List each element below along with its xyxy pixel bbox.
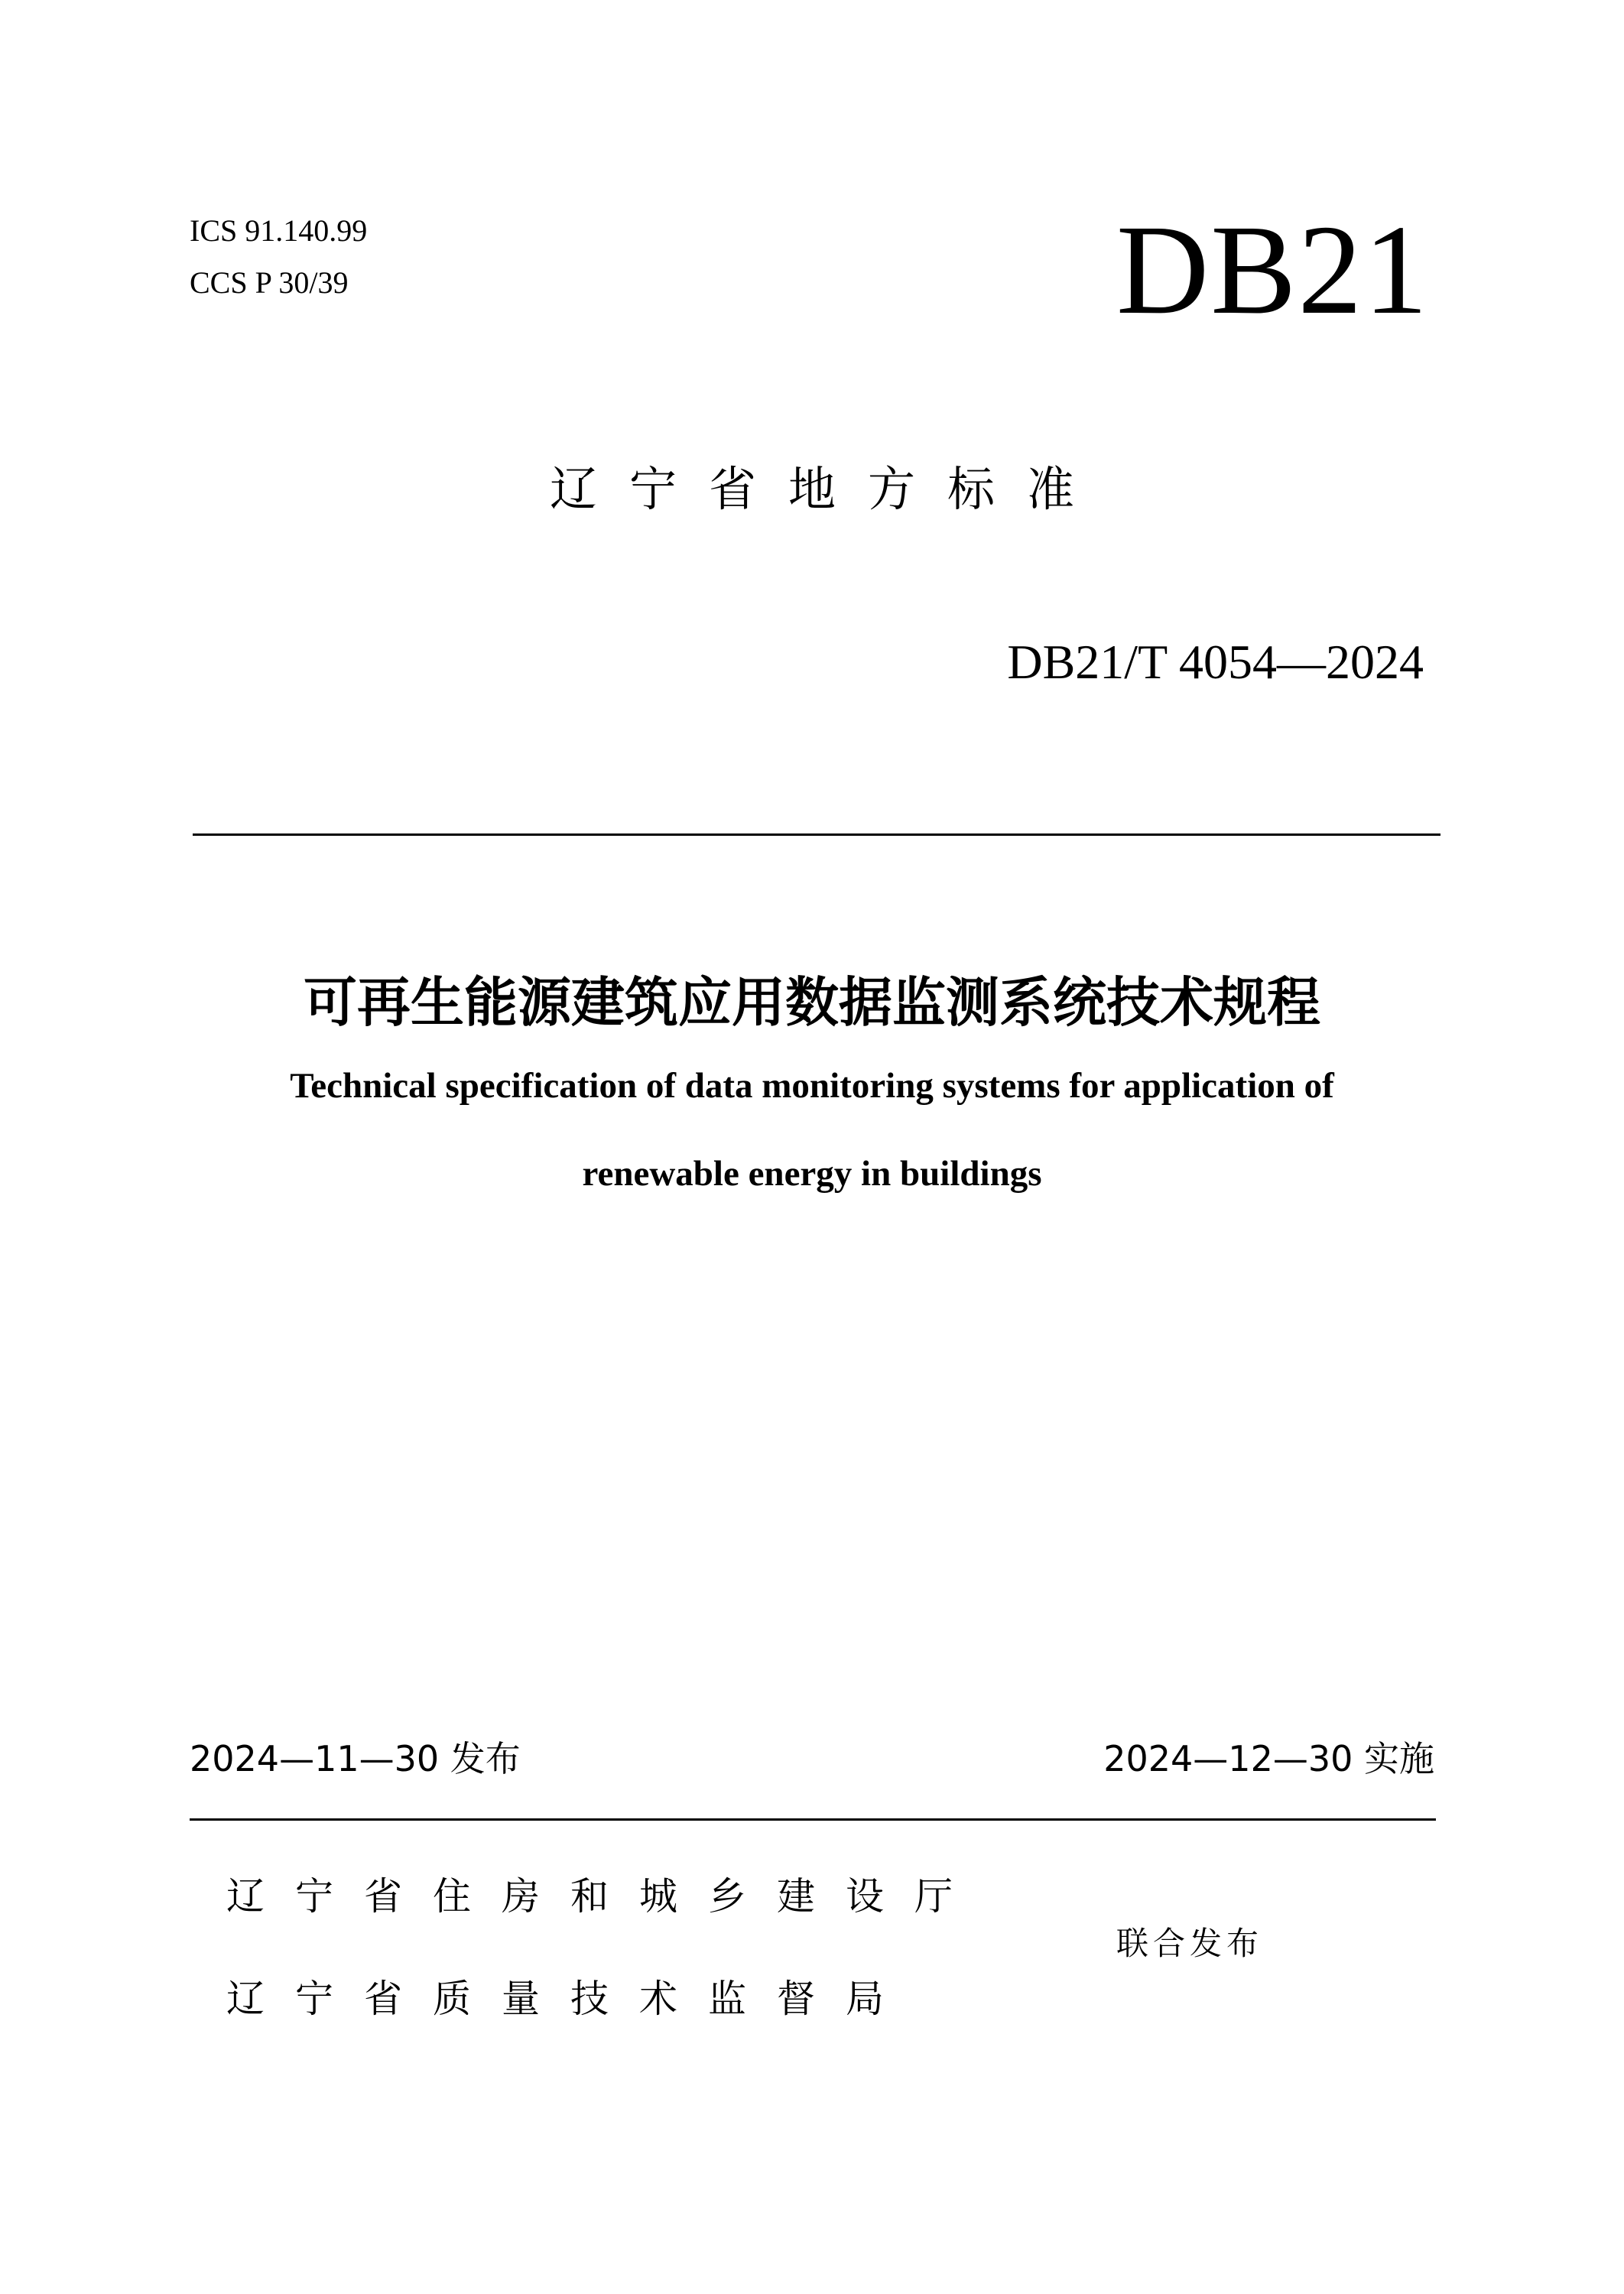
- ccs-code: CCS P 30/39: [190, 265, 349, 300]
- bottom-divider: [190, 1818, 1436, 1821]
- title-chinese: 可再生能源建筑应用数据监测系统技术规程: [304, 971, 1320, 1034]
- standard-number: DB21/T 4054—2024: [1007, 635, 1424, 689]
- effective-date: 2024—12—30 实施: [1103, 1738, 1434, 1779]
- top-divider: [193, 833, 1440, 836]
- standard-type: 辽宁省地方标准: [549, 461, 1106, 517]
- issue-date: 2024—11—30 发布: [190, 1738, 521, 1779]
- joint-release-label: 联合发布: [1116, 1925, 1264, 1962]
- db-mark: DB21: [1116, 199, 1430, 341]
- title-english-line1: Technical specification of data monitoring systems for application of: [290, 1066, 1334, 1106]
- ics-code: ICS 91.140.99: [190, 213, 368, 248]
- publisher-housing-department: 辽宁省住房和城乡建设厅: [226, 1874, 983, 1919]
- title-english-line2: renewable energy in buildings: [582, 1154, 1042, 1194]
- publisher-quality-bureau: 辽宁省质量技术监督局: [226, 1977, 914, 2021]
